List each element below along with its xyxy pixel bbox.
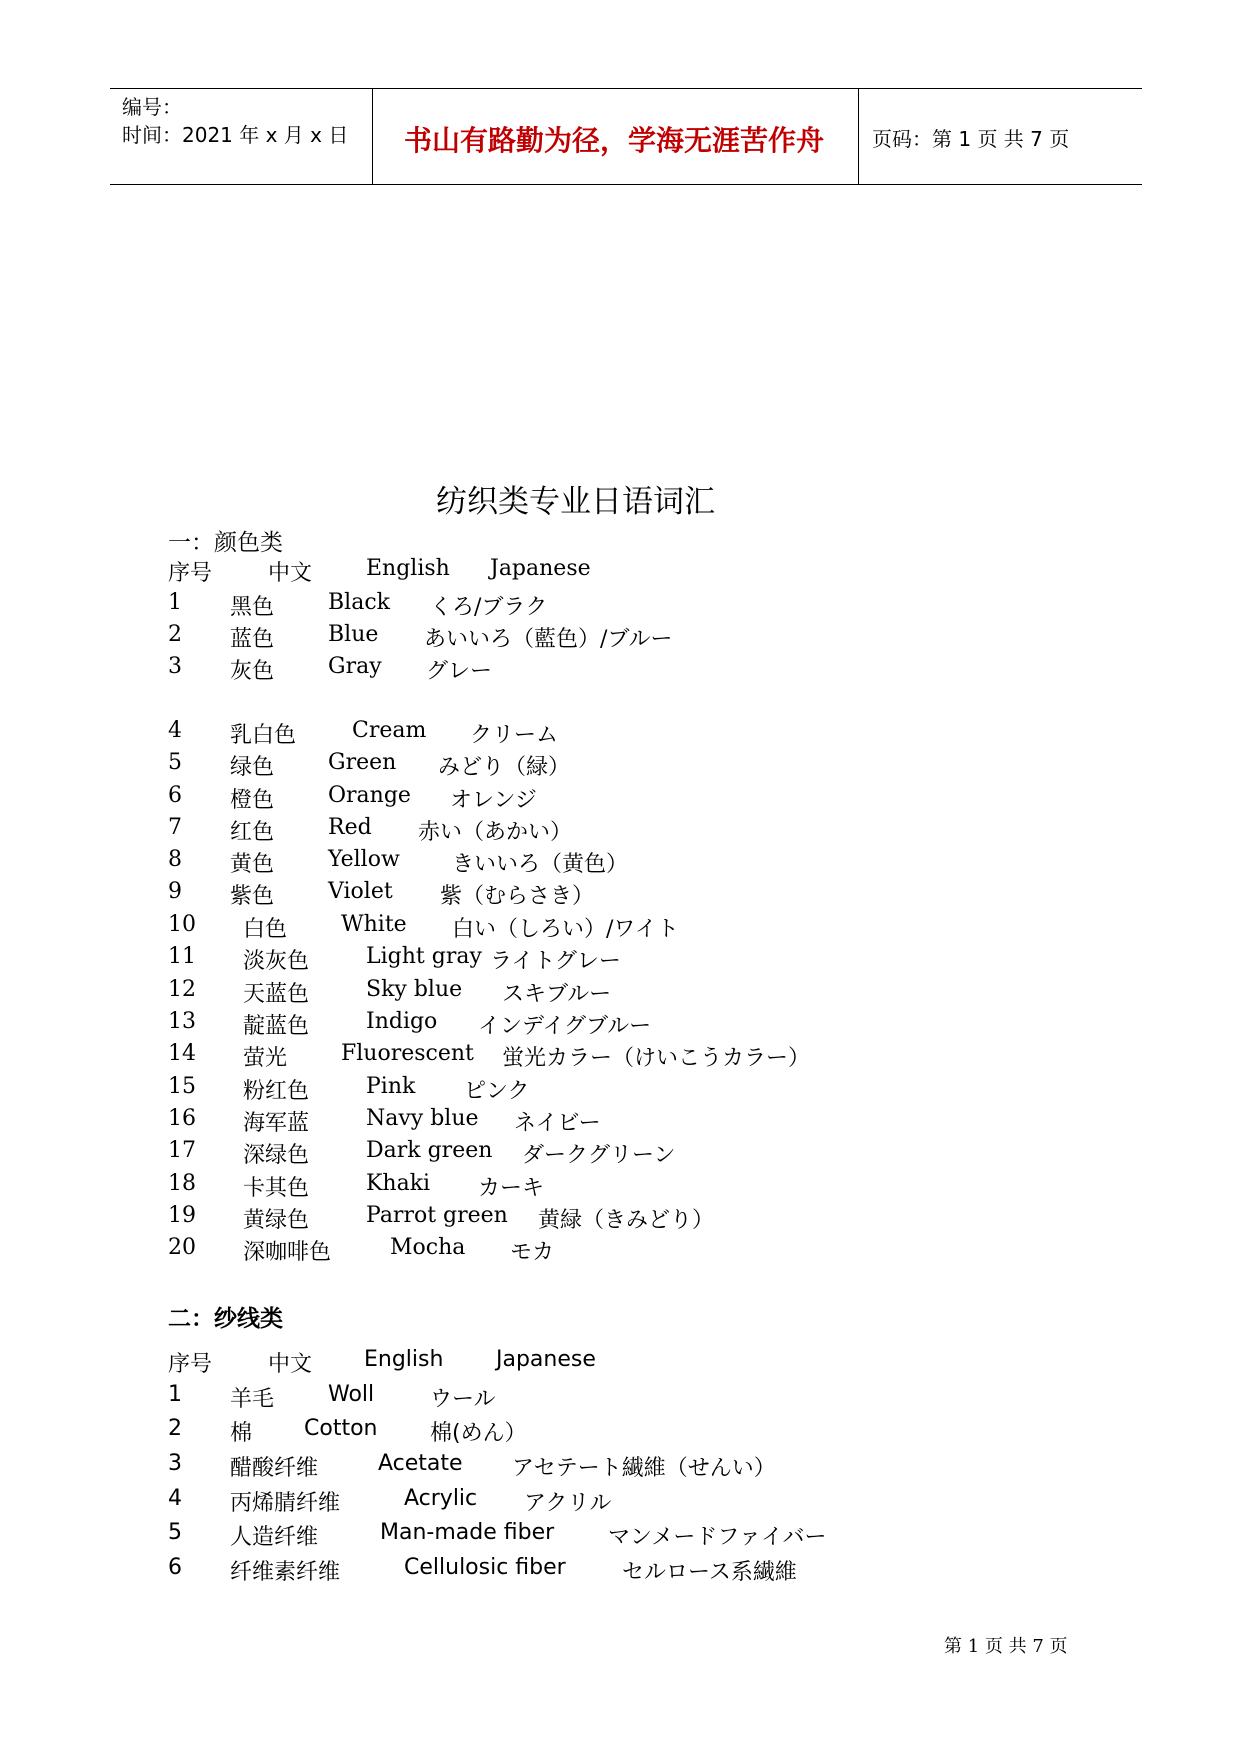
table-cell: 17 [168,1138,196,1163]
table-cell: Sky blue [366,977,463,1002]
column-header: 中文 [268,561,313,586]
table-cell: 10 [168,912,196,937]
table-cell: 蓝色 [230,627,275,652]
table-cell: 黄绿色 [243,1208,310,1233]
table-cell: Mocha [390,1235,466,1260]
table-cell: 2 [168,622,182,647]
table-cell: カーキ [478,1176,545,1201]
table-cell: Violet [328,879,393,904]
table-cell: 黄緑（きみどり） [538,1208,715,1233]
table-cell: スキブルー [502,982,612,1007]
table-cell: Pink [366,1074,416,1099]
table-cell: 丙烯腈纤维 [230,1491,341,1516]
table-cell: 绿色 [230,755,275,780]
table-cell: 6 [168,783,182,808]
header-page-label: 页码：第 1 页 共 7 页 [872,127,1070,151]
table-cell: くろ/ブラク [430,595,548,620]
table-cell: Cream [352,718,427,743]
table-cell: 黑色 [230,595,275,620]
table-cell: 1 [168,590,182,615]
table-cell: 7 [168,815,182,840]
table-cell: ピンク [464,1079,530,1104]
yarn-section-heading: 二：纱线类 [168,1306,283,1332]
table-cell: 纤维素纤维 [230,1560,341,1585]
table-cell: 赤い（あかい） [418,820,573,845]
table-cell: インデイグブルー [478,1014,652,1039]
table-cell: 4 [168,718,182,743]
table-cell: 淡灰色 [243,949,310,974]
table-cell: 1 [168,1382,182,1407]
table-cell: アクリル [524,1491,612,1516]
table-cell: ネイビー [514,1111,601,1136]
table-cell: セルロース系繊維 [622,1560,797,1585]
table-cell: モカ [510,1240,555,1265]
table-cell: 白色 [243,917,288,942]
table-cell: 人造纤维 [230,1525,319,1550]
table-cell: Red [328,815,372,840]
column-header: English [364,1347,444,1372]
table-cell: 18 [168,1171,196,1196]
table-cell: アセテート繊維（せんい） [512,1456,776,1481]
header-meta [122,93,348,149]
table-cell: 15 [168,1074,196,1099]
table-cell: マンメードファイバー [608,1525,827,1550]
table-cell: グレー [426,659,493,684]
header-divider [858,89,859,184]
table-cell: 黄色 [230,852,275,877]
table-cell: Orange [328,783,411,808]
table-cell: 19 [168,1203,196,1228]
time-label: 时间：2021 年 x 月 x 日 [122,123,349,147]
table-cell: Parrot green [366,1203,508,1228]
table-cell: Green [328,750,397,775]
table-cell: ダークグリーン [522,1143,676,1168]
table-cell: ライトグレー [490,949,621,974]
table-cell: 灰色 [230,659,275,684]
table-cell: 深绿色 [243,1143,310,1168]
table-cell: 橙色 [230,788,275,813]
table-cell: Cotton [304,1416,378,1441]
table-cell: 粉红色 [243,1079,310,1104]
table-cell: 4 [168,1486,182,1511]
table-cell: Man-made fiber [380,1520,555,1545]
table-cell: 乳白色 [230,723,297,748]
table-cell: 20 [168,1235,196,1260]
table-cell: Indigo [366,1009,438,1034]
table-cell: 12 [168,977,196,1002]
table-cell: ウール [430,1387,496,1412]
table-cell: Light gray [366,944,482,969]
table-cell: 8 [168,847,182,872]
table-cell: 红色 [230,820,275,845]
table-cell: Acrylic [404,1486,478,1511]
number-label: 编号： [122,95,182,119]
table-cell: 6 [168,1555,182,1580]
table-cell: Black [328,590,390,615]
column-header: 中文 [268,1352,313,1377]
table-cell: Woll [328,1382,375,1407]
table-cell: クリーム [470,723,559,748]
table-cell: Navy blue [366,1106,479,1131]
table-cell: Khaki [366,1171,431,1196]
document-header [110,88,1142,185]
table-cell: みどり（緑） [438,755,571,780]
table-cell: 蛍光カラー（けいこうカラー） [502,1046,811,1071]
table-cell: 16 [168,1106,196,1131]
column-header: Japanese [496,1347,596,1372]
document-title [0,476,1241,521]
table-cell: 5 [168,750,182,775]
column-header: English [366,556,450,581]
table-cell: 紫（むらさき） [440,884,595,909]
table-cell: 卡其色 [243,1176,310,1201]
page-footer: 第 1 页 共 7 页 [944,1636,1068,1657]
table-cell: 醋酸纤维 [230,1456,319,1481]
table-cell: Yellow [328,847,400,872]
table-cell: 14 [168,1041,196,1066]
table-cell: きいいろ（黄色） [452,852,629,877]
table-cell: オレンジ [450,788,537,813]
table-cell: あいいろ（藍色）/ブルー [424,627,673,652]
column-header: 序号 [168,1352,213,1377]
table-cell: Cellulosic fiber [404,1555,566,1580]
table-cell: Gray [328,654,382,679]
table-cell: 萤光 [243,1046,288,1071]
header-motto: 书山有路勤为径，学海无涯苦作舟 [403,124,824,157]
table-cell: 紫色 [230,884,275,909]
table-cell: 深咖啡色 [243,1240,332,1265]
table-cell: 靛蓝色 [243,1014,310,1039]
table-cell: 2 [168,1416,182,1441]
table-cell: 3 [168,654,182,679]
column-header: Japanese [490,556,591,581]
table-cell: 海军蓝 [243,1111,310,1136]
table-cell: 棉(めん） [430,1421,527,1446]
table-cell: 5 [168,1520,182,1545]
table-cell: 9 [168,879,182,904]
table-cell: 11 [168,944,196,969]
table-cell: Fluorescent [341,1041,474,1066]
table-cell: Acetate [378,1451,463,1476]
table-cell: 羊毛 [230,1387,275,1412]
table-cell: 天蓝色 [243,982,310,1007]
column-header: 序号 [168,561,213,586]
colors-section-heading: 一：颜色类 [168,530,283,556]
table-cell: Blue [328,622,379,647]
table-cell: Dark green [366,1138,493,1163]
table-cell: 棉 [230,1421,253,1446]
table-cell: 13 [168,1009,196,1034]
table-cell: White [341,912,407,937]
table-cell: 3 [168,1451,182,1476]
document-title-text: 纺织类专业日语词汇 [436,484,715,520]
table-cell: 白い（しろい）/ワイト [452,917,679,942]
